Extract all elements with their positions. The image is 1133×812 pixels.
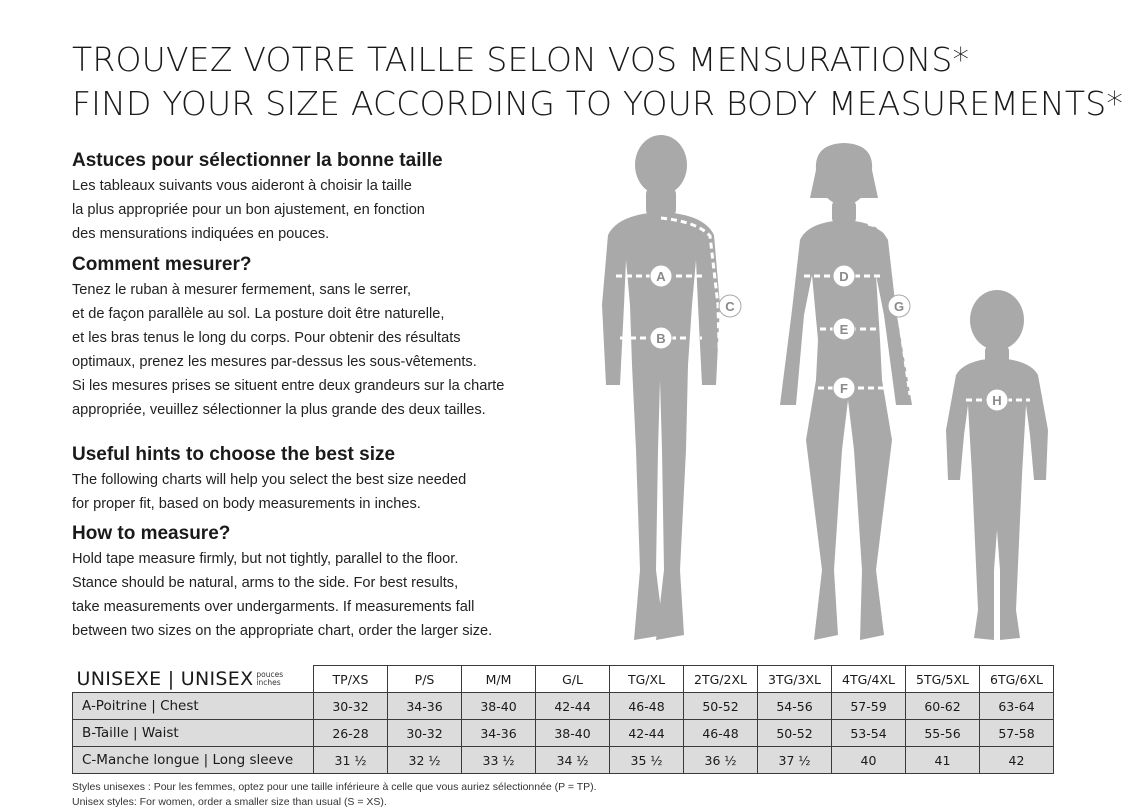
- table-cell: 42-44: [536, 693, 610, 720]
- table-cell: 36 ½: [684, 747, 758, 774]
- size-header-2xl: 2TG/2XL: [684, 666, 758, 693]
- paragraph-line: Si les mesures prises se situent entre deux grandeurs sur la charte: [72, 378, 505, 394]
- table-cell: 41: [906, 747, 980, 774]
- marker-f: [833, 377, 855, 399]
- table-cell: 57-58: [980, 720, 1054, 747]
- body-measurement-figures: [560, 130, 1133, 650]
- table-title: UNISEXE | UNISEX: [76, 667, 254, 690]
- size-header-3xl: 3TG/3XL: [758, 666, 832, 693]
- size-header-6xl: 6TG/6XL: [980, 666, 1054, 693]
- table-cell: 32 ½: [388, 747, 462, 774]
- table-cell: 50-52: [684, 693, 758, 720]
- measure-section-fr: [72, 254, 572, 422]
- table-cell: 37 ½: [758, 747, 832, 774]
- table-cell: 34 ½: [536, 747, 610, 774]
- paragraph-line: for proper fit, based on body measurements in inches.: [72, 496, 421, 512]
- paragraph-line: Stance should be natural, arms to the side. For best results,: [72, 575, 459, 591]
- table-cell: 50-52: [758, 720, 832, 747]
- table-cell: 63-64: [980, 693, 1054, 720]
- paragraph-line: Les tableaux suivants vous aideront à choisir la taille: [72, 178, 412, 194]
- table-row-chest: [73, 693, 1054, 720]
- table-cell: 34-36: [462, 720, 536, 747]
- size-header-s: P/S: [388, 666, 462, 693]
- paragraph-line: take measurements over undergarments. If measurements fall: [72, 599, 475, 615]
- page-title-en: FIND YOUR SIZE ACCORDING TO YOUR BODY MEASUREMENTS*: [72, 84, 1124, 123]
- table-cell: 60-62: [906, 693, 980, 720]
- table-cell: 54-56: [758, 693, 832, 720]
- marker-g: [888, 295, 910, 317]
- marker-label: H: [992, 393, 1002, 408]
- table-cell: 53-54: [832, 720, 906, 747]
- row-label: B-Taille | Waist: [73, 720, 314, 747]
- paragraph-line: between two sizes on the appropriate chart, order the larger size.: [72, 623, 493, 639]
- marker-a: [650, 265, 672, 287]
- section-heading: Astuces pour sélectionner la bonne taille: [72, 150, 443, 171]
- table-cell: 30-32: [388, 720, 462, 747]
- size-chart-table: [72, 665, 1054, 774]
- paragraph-line: et de façon parallèle au sol. La posture doit être naturelle,: [72, 306, 445, 322]
- table-row-sleeve: [73, 747, 1054, 774]
- table-cell: 38-40: [536, 720, 610, 747]
- table-cell: 30-32: [314, 693, 388, 720]
- marker-c: [719, 295, 741, 317]
- table-cell: 26-28: [314, 720, 388, 747]
- paragraph-line: la plus appropriée pour un bon ajustement, en fonction: [72, 202, 425, 218]
- table-row-waist: [73, 720, 1054, 747]
- table-cell: 38-40: [462, 693, 536, 720]
- marker-label: D: [839, 269, 849, 284]
- size-header-xl: TG/XL: [610, 666, 684, 693]
- paragraph-line: et les bras tenus le long du corps. Pour obtenir des résultats: [72, 330, 461, 346]
- marker-e: [833, 318, 855, 340]
- table-cell: 34-36: [388, 693, 462, 720]
- unit-label: [256, 671, 283, 687]
- section-heading: Comment mesurer?: [72, 254, 252, 275]
- section-heading: How to measure?: [72, 523, 231, 544]
- paragraph-line: des mensurations indiquées en pouces.: [72, 226, 330, 242]
- paragraph-line: appropriée, veuillez sélectionner la plus grande des deux tailles.: [72, 402, 486, 418]
- marker-h: [986, 389, 1008, 411]
- size-header-l: G/L: [536, 666, 610, 693]
- table-cell: 57-59: [832, 693, 906, 720]
- table-cell: 31 ½: [314, 747, 388, 774]
- marker-label: B: [656, 331, 666, 346]
- table-cell: 46-48: [610, 693, 684, 720]
- marker-d: [833, 265, 855, 287]
- page-title-fr: TROUVEZ VOTRE TAILLE SELON VOS MENSURATIONS*: [72, 40, 970, 79]
- paragraph-line: Hold tape measure firmly, but not tightly, parallel to the floor.: [72, 551, 459, 567]
- marker-label: E: [839, 322, 849, 337]
- child-silhouette: [946, 290, 1048, 640]
- man-silhouette: [602, 135, 720, 640]
- size-header-m: M/M: [462, 666, 536, 693]
- table-cell: 42-44: [610, 720, 684, 747]
- marker-label: A: [656, 269, 666, 284]
- marker-label: G: [893, 299, 905, 314]
- hints-section-fr: [72, 150, 572, 246]
- size-header-row: [73, 666, 1054, 693]
- marker-b: [650, 327, 672, 349]
- row-label: C-Manche longue | Long sleeve: [73, 747, 314, 774]
- marker-label: F: [840, 381, 848, 396]
- footnote-en: Unisex styles: For women, order a smaller size than usual (S = XS).: [72, 796, 387, 808]
- footnote-fr: Styles unisexes : Pour les femmes, optez pour une taille inférieure à celle que vous auriez sélectionnée (P = TP).: [72, 781, 597, 793]
- table-cell: 33 ½: [462, 747, 536, 774]
- table-cell: 55-56: [906, 720, 980, 747]
- unit-fr: pouces: [256, 669, 284, 679]
- paragraph-line: The following charts will help you select the best size needed: [72, 472, 467, 488]
- table-cell: 42: [980, 747, 1054, 774]
- section-heading: Useful hints to choose the best size: [72, 444, 396, 465]
- table-cell: 35 ½: [610, 747, 684, 774]
- size-header-xs: TP/XS: [314, 666, 388, 693]
- table-cell: 46-48: [684, 720, 758, 747]
- measure-section-en: [72, 523, 572, 643]
- row-label: A-Poitrine | Chest: [73, 693, 314, 720]
- table-title-cell: [73, 666, 314, 693]
- table-cell: 40: [832, 747, 906, 774]
- size-header-4xl: 4TG/4XL: [832, 666, 906, 693]
- hints-section-en: [72, 444, 572, 516]
- paragraph-line: Tenez le ruban à mesurer fermement, sans le serrer,: [72, 282, 412, 298]
- paragraph-line: optimaux, prenez les mesures par-dessus les sous-vêtements.: [72, 354, 477, 370]
- marker-label: C: [725, 299, 735, 314]
- unit-en: inches: [256, 677, 281, 687]
- size-header-5xl: 5TG/5XL: [906, 666, 980, 693]
